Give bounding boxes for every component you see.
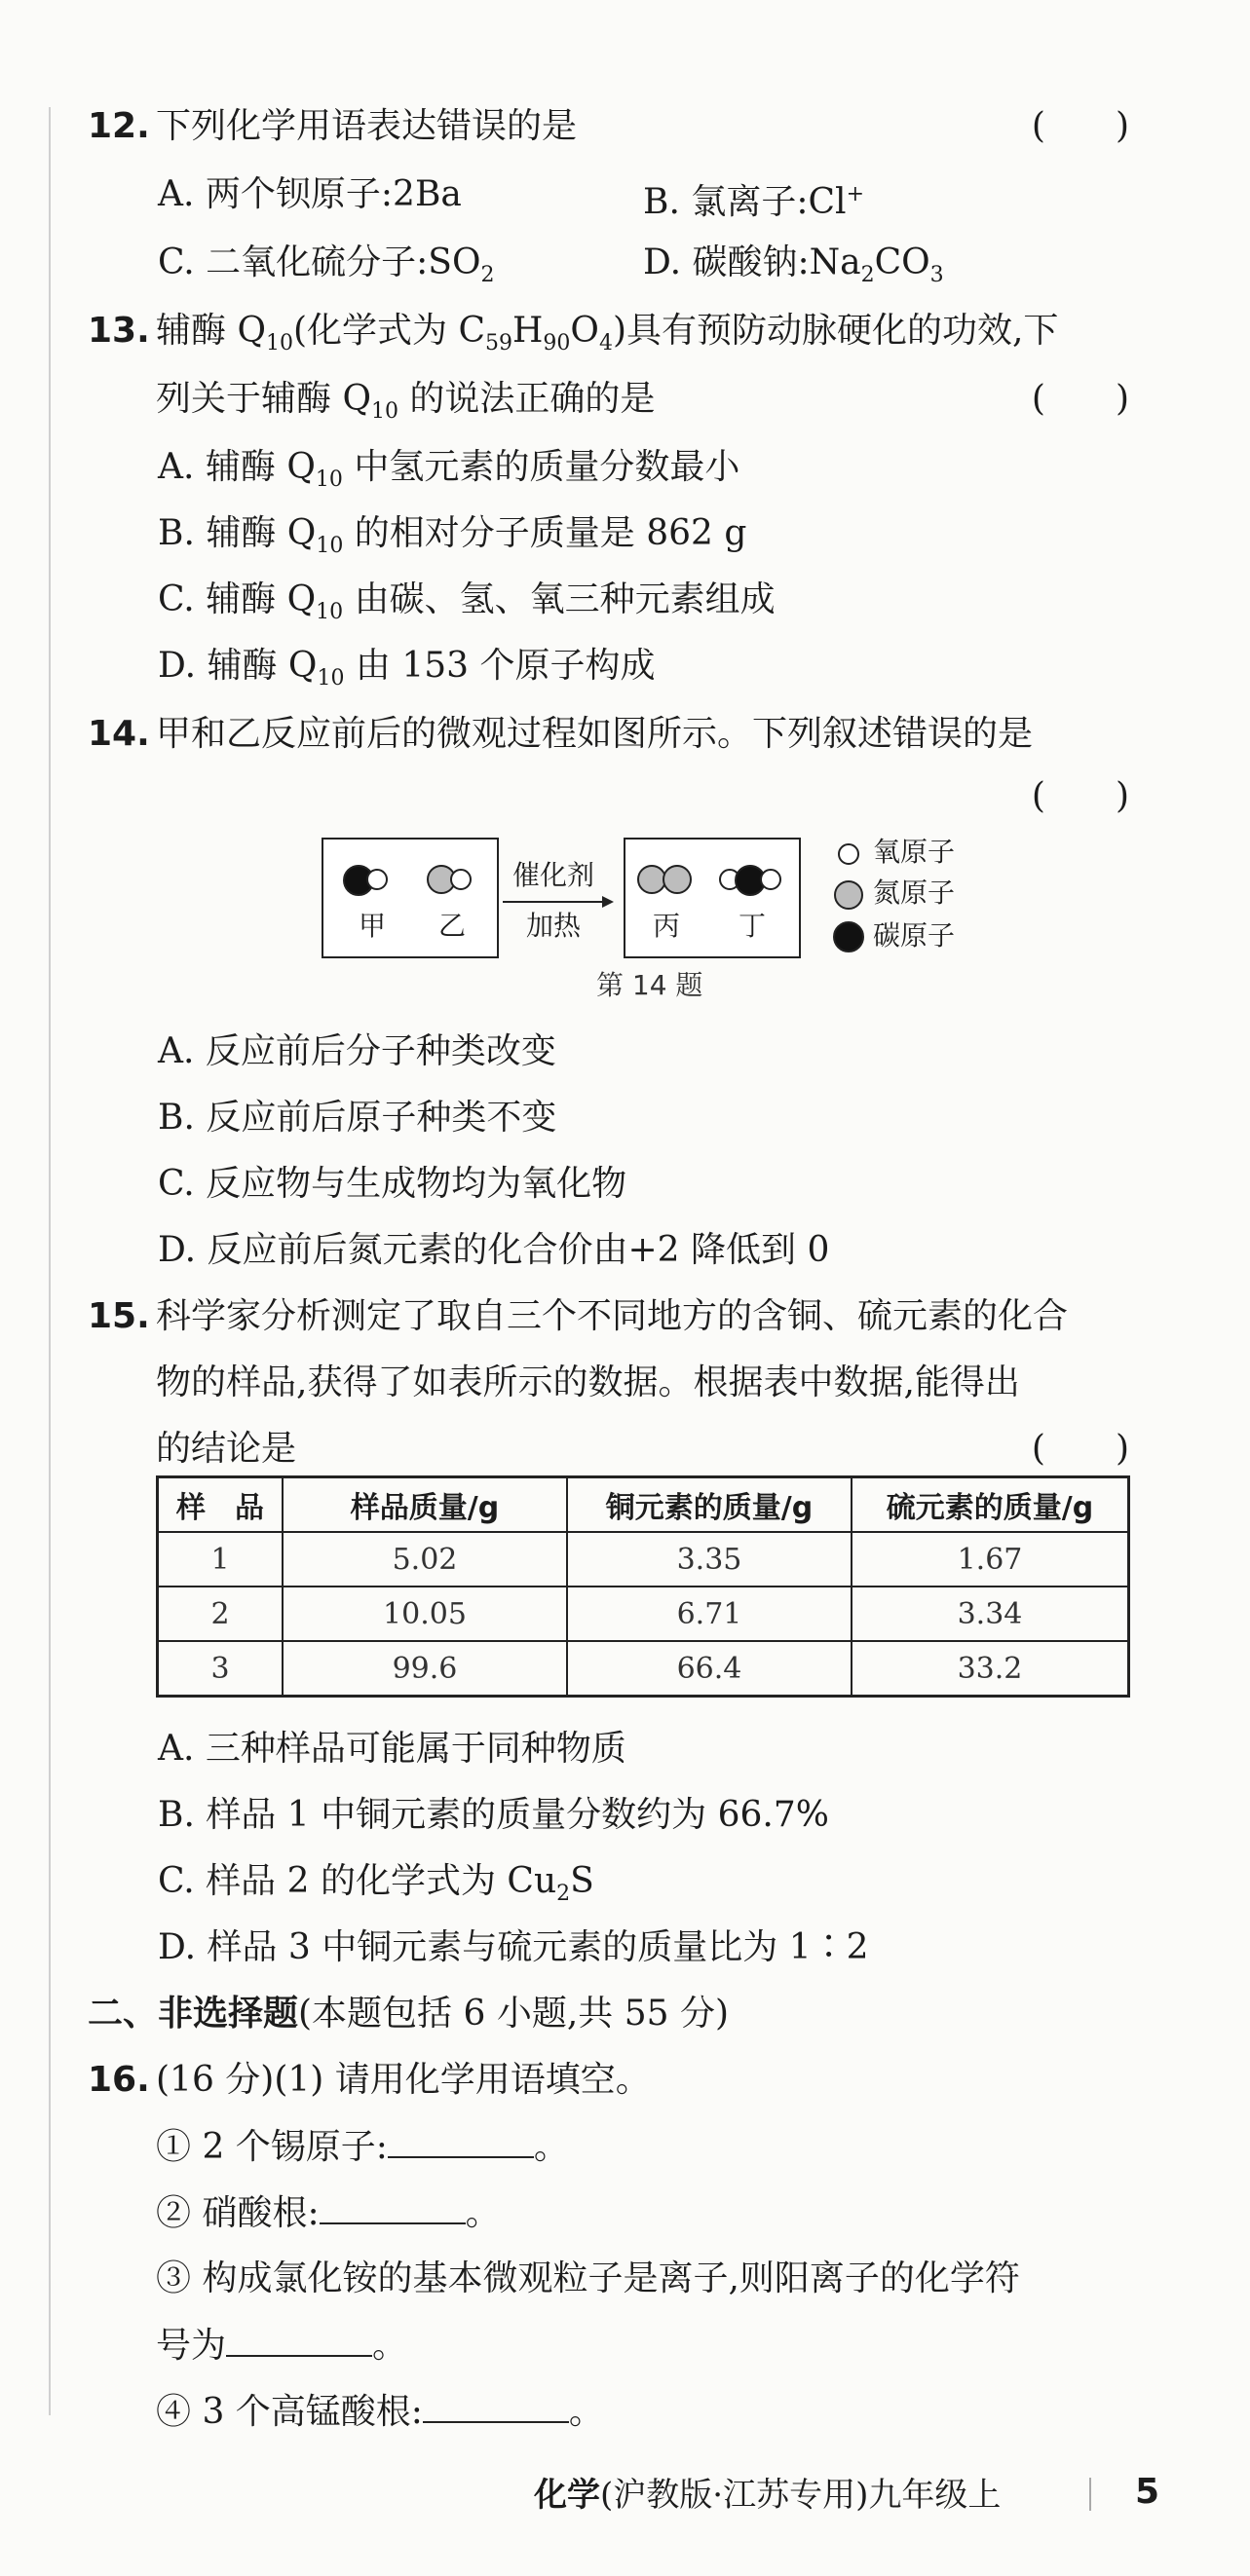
q16-item-3-line2: 号为 。	[156, 2322, 407, 2370]
reactants-box	[322, 838, 499, 958]
figure-caption: 第 14 题	[596, 969, 703, 1001]
table-cell: 99.6	[283, 1641, 567, 1697]
answer-blank[interactable]	[226, 2322, 372, 2357]
q12-option-a: A. 两个钡原子:2Ba	[158, 174, 462, 214]
q15-option-a: A. 三种样品可能属于同种物质	[158, 1729, 626, 1769]
q13-option-c: C. 辅酶 $Q_{10}$ 由碳、氢、氧三种元素组成	[158, 579, 776, 625]
q14-answer-bracket: ( )	[1031, 776, 1129, 816]
table-cell: 10.05	[283, 1587, 567, 1641]
q12-stem: 12. 下列化学用语表达错误的是	[88, 106, 578, 146]
table-header-cell: 样 品	[158, 1477, 284, 1533]
reaction-arrow	[499, 892, 618, 912]
page-footer: 化学(沪教版·江苏专用)九年级上	[534, 2476, 1002, 2515]
answer-blank[interactable]	[388, 2123, 534, 2158]
legend-nitrogen-icon	[834, 880, 863, 910]
q15-option-b: B. 样品 1 中铜元素的质量分数约为 66.7%	[158, 1795, 829, 1835]
table-header-cell: 铜元素的质量/g	[567, 1477, 852, 1533]
q15-stem-line3: 的结论是	[156, 1429, 297, 1469]
section-2-heading: 二、非选择题(本题包括 6 小题,共 55 分)	[88, 1994, 730, 2034]
footer-divider	[1089, 2478, 1091, 2511]
q15-option-c: C. 样品 2 的化学式为 $Cu_2S$	[158, 1861, 594, 1907]
legend-oxygen-label: 氧原子	[873, 836, 956, 868]
oxygen-atom	[450, 869, 472, 890]
q12-option-c: C. 二氧化硫分子$:SO_2$	[158, 243, 495, 288]
q13-option-d: D. 辅酶 $Q_{10}$ 由 153 个原子构成	[158, 646, 656, 691]
q16-item-1: ① 2 个锡原子: 。	[156, 2123, 569, 2171]
heating-label: 加热	[526, 910, 582, 942]
products-box	[624, 838, 801, 958]
q16-item-3-line1: ③ 构成氯化铵的基本微观粒子是离子,则阳离子的化学符	[156, 2259, 1020, 2298]
legend-carbon-label: 碳原子	[873, 919, 956, 952]
margin-line	[49, 107, 51, 2415]
q16-stem: 16. (16 分)(1) 请用化学用语填空。	[88, 2060, 651, 2100]
q12-option-b: B. 氯离子:Cl+	[643, 182, 864, 222]
page-number: 5	[1135, 2472, 1160, 2512]
table-cell: 66.4	[567, 1641, 852, 1697]
q12-answer-bracket: ( )	[1031, 106, 1129, 146]
table-cell: 3	[158, 1641, 284, 1697]
product-label-bing: 丙	[653, 910, 681, 942]
reactant-label-yi: 乙	[438, 910, 467, 942]
reactant-label-jia: 甲	[359, 910, 387, 942]
q16-item-4: ④ 3 个高锰酸根: 。	[156, 2388, 604, 2436]
table-cell: 3.35	[567, 1532, 852, 1587]
table-cell: 1	[158, 1532, 284, 1587]
q15-option-d: D. 样品 3 中铜元素与硫元素的质量比为 1∶2	[158, 1927, 869, 1967]
nitrogen-atom	[663, 865, 692, 894]
q15-answer-bracket: ( )	[1031, 1429, 1129, 1469]
table-cell: 2	[158, 1587, 284, 1641]
table-cell: 3.34	[852, 1587, 1129, 1641]
q12-option-d: D. 碳酸钠$:Na_2CO_3$	[643, 243, 944, 288]
table-header-cell: 样品质量/g	[283, 1477, 567, 1533]
q13-option-a: A. 辅酶 $Q_{10}$ 中氢元素的质量分数最小	[158, 447, 740, 493]
oxygen-atom	[760, 869, 781, 890]
q15-stem-line2: 物的样品,获得了如表所示的数据。根据表中数据,能得出	[156, 1363, 1020, 1402]
table-row	[158, 1641, 1129, 1697]
q14-option-c: C. 反应物与生成物均为氧化物	[158, 1164, 627, 1204]
answer-blank[interactable]	[423, 2388, 569, 2423]
table-cell: 5.02	[283, 1532, 567, 1587]
table-cell: 6.71	[567, 1587, 852, 1641]
product-label-ding: 丁	[739, 910, 767, 942]
q15-stem-line1: 15. 科学家分析测定了取自三个不同地方的含铜、硫元素的化合	[88, 1296, 1069, 1336]
legend-oxygen-icon	[838, 843, 859, 865]
legend-carbon-icon	[833, 921, 864, 952]
catalyst-label: 催化剂	[512, 859, 595, 891]
table-row	[158, 1587, 1129, 1641]
table-row	[158, 1532, 1129, 1587]
q15-data-table	[156, 1475, 1130, 1698]
q16-item-2: ② 硝酸根: 。	[156, 2189, 501, 2237]
q13-stem-line2: 列关于辅酶 $Q_{10}$ 的说法正确的是	[156, 379, 656, 425]
oxygen-atom	[366, 869, 388, 890]
table-cell: 33.2	[852, 1641, 1129, 1697]
q13-answer-bracket: ( )	[1031, 379, 1129, 419]
q14-option-b: B. 反应前后原子种类不变	[158, 1098, 557, 1138]
table-cell: 1.67	[852, 1532, 1129, 1587]
answer-blank[interactable]	[320, 2189, 466, 2224]
q14-option-a: A. 反应前后分子种类改变	[158, 1031, 556, 1071]
q13-stem-line1: 13. 辅酶 $Q_{10}$(化学式为 $C_{59}H_{90}O_4$)具有预防动脉硬化的功效,下	[88, 311, 1059, 356]
q13-option-b: B. 辅酶 $Q_{10}$ 的相对分子质量是 862 g	[158, 513, 747, 559]
table-header-row	[158, 1477, 1129, 1533]
legend-nitrogen-label: 氮原子	[873, 877, 956, 909]
table-header-cell: 硫元素的质量/g	[852, 1477, 1129, 1533]
q14-option-d: D. 反应前后氮元素的化合价由+2 降低到 0	[158, 1230, 830, 1270]
q14-stem: 14. 甲和乙反应前后的微观过程如图所示。下列叙述错误的是	[88, 714, 1034, 754]
